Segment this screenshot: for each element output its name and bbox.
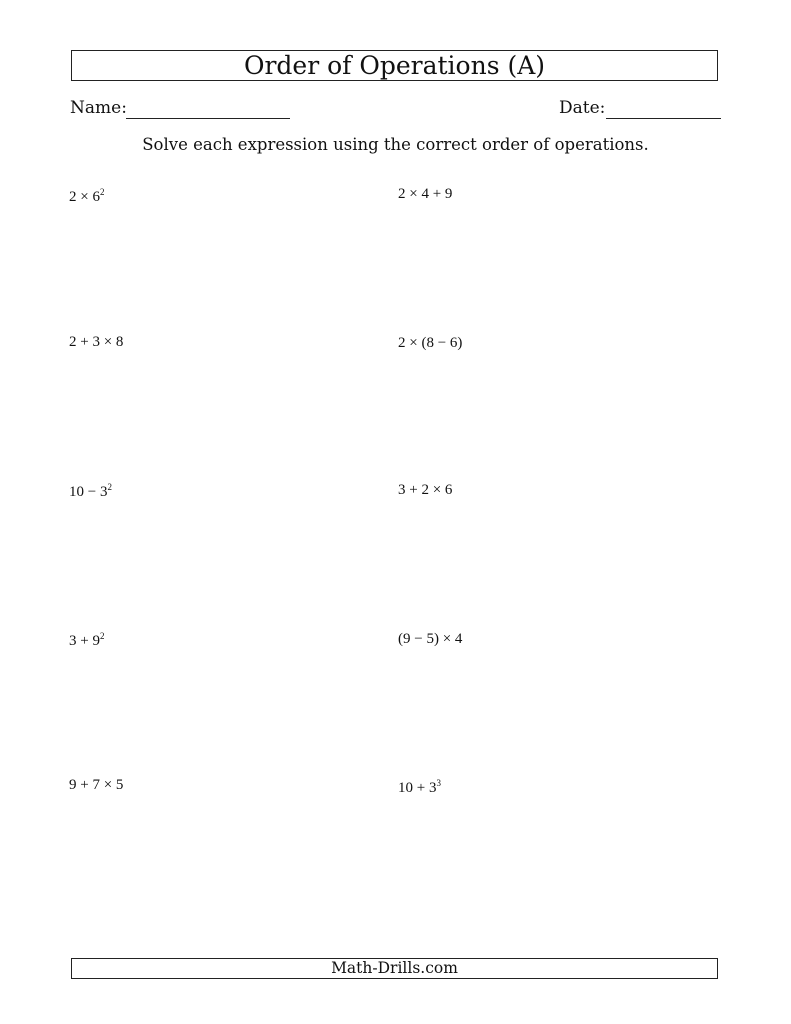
problem-3 xyxy=(69,333,123,351)
problem-9-base: 9 + 7 × 5 xyxy=(69,777,124,793)
worksheet-title: Order of Operations (A) xyxy=(71,50,718,81)
name-label: Name: xyxy=(70,98,127,118)
problem-1 xyxy=(69,188,104,206)
footer-site: Math-Drills.com xyxy=(71,958,718,979)
problem-6 xyxy=(398,481,452,499)
problem-4-base: 2 × (8 − 6) xyxy=(398,335,463,351)
problem-5-base: 10 − 3 xyxy=(69,484,108,500)
problem-10-exponent: 3 xyxy=(436,778,441,788)
problem-6-base: 3 + 2 × 6 xyxy=(398,482,453,498)
problem-8-base: (9 − 5) × 4 xyxy=(398,631,463,647)
name-line xyxy=(126,118,290,119)
problem-1-exponent: 2 xyxy=(99,187,105,197)
problem-5 xyxy=(69,483,112,501)
problem-2 xyxy=(398,185,452,203)
problem-7-base: 3 + 9 xyxy=(69,633,100,649)
date-label: Date: xyxy=(559,98,606,118)
date-line xyxy=(606,118,721,119)
problem-3-base: 2 + 3 × 8 xyxy=(69,334,124,350)
problem-10-base: 10 + 3 xyxy=(398,780,437,796)
problem-7-exponent: 2 xyxy=(99,631,105,641)
problem-1-base: 2 × 6 xyxy=(69,189,100,205)
problem-8 xyxy=(398,630,462,648)
instructions: Solve each expression using the correct order of operations. xyxy=(142,135,649,154)
problem-9 xyxy=(69,776,123,794)
problem-10 xyxy=(398,779,441,797)
problem-2-base: 2 × 4 + 9 xyxy=(398,186,453,202)
problem-5-exponent: 2 xyxy=(107,482,112,492)
problem-7 xyxy=(69,632,104,650)
problem-4 xyxy=(398,334,462,352)
